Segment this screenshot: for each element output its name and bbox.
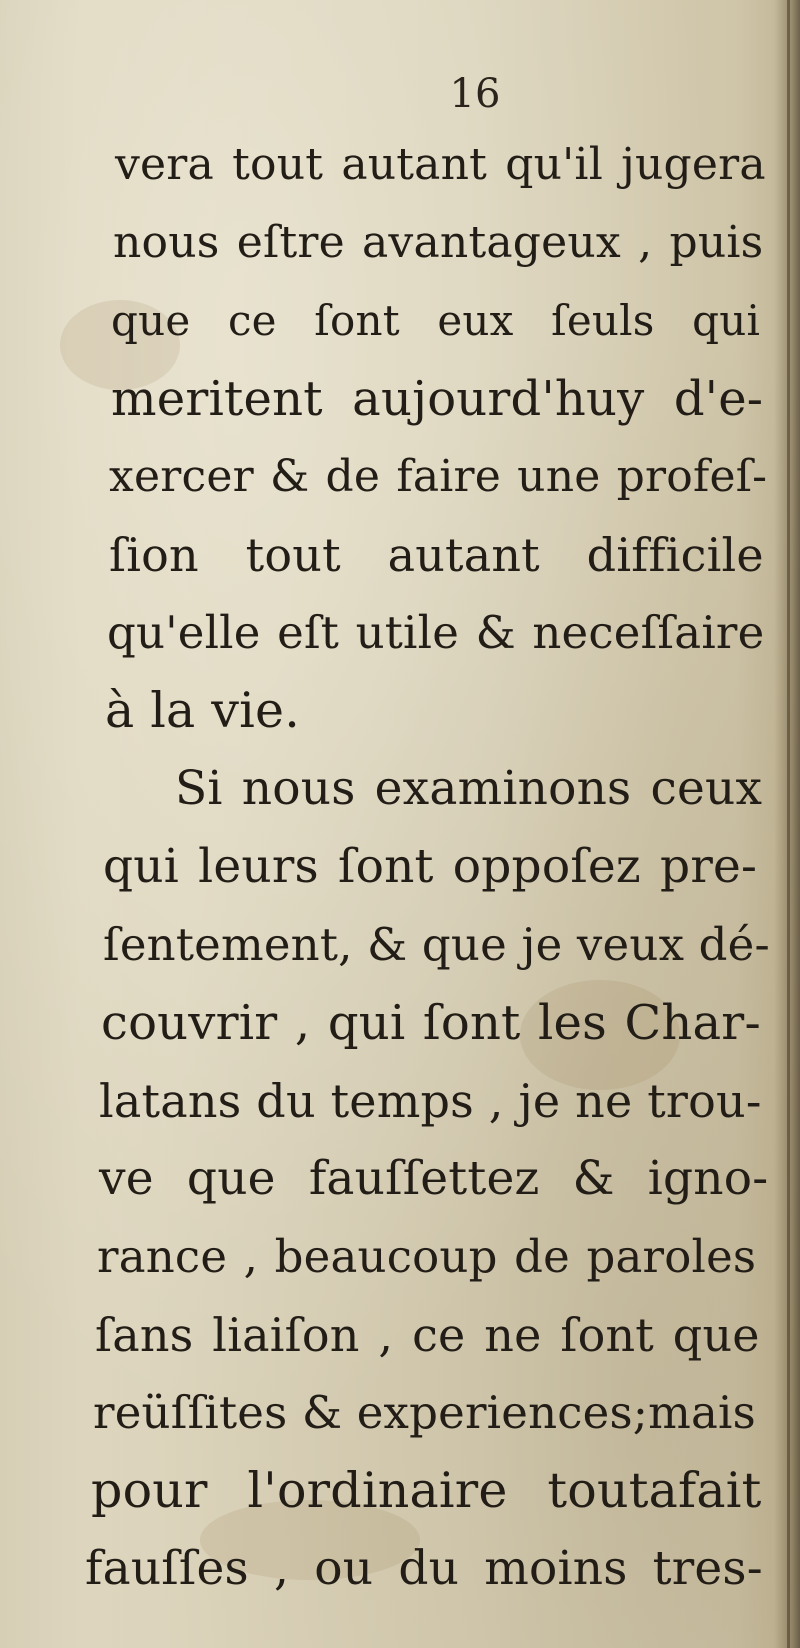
- text-line: rance , beaucoup de paroles: [97, 1230, 757, 1283]
- text-line: qu'elle eſt utile & neceſſaire: [107, 606, 765, 659]
- text-line: Si nous examinons ceux: [175, 761, 763, 816]
- text-line: ſans liaiſon , ce ne ſont que: [95, 1308, 760, 1362]
- text-line: nous eſtre avantageux , puis: [113, 217, 764, 268]
- text-line: couvrir , qui ſont les Char-: [101, 995, 761, 1051]
- text-line: meritent aujourd'huy d'e-: [111, 371, 764, 427]
- text-line: à la vie.: [105, 682, 300, 739]
- page-number: 16: [449, 71, 501, 117]
- text-line: ve que fauſſettez & igno-: [99, 1151, 769, 1206]
- text-line: pour l'ordinaire toutafait: [91, 1462, 762, 1519]
- spine-shadow: [774, 0, 800, 1648]
- text-line: ſentement, & que je veux dé-: [103, 918, 770, 971]
- text-line: que ce ſont eux ſeuls qui: [111, 296, 761, 345]
- text-line: reüſſites & experiences;mais: [93, 1386, 756, 1439]
- text-line: vera tout autant qu'il jugera: [115, 139, 766, 190]
- text-line: latans du temps , je ne trou-: [99, 1074, 762, 1128]
- text-line: ſion tout autant difficile: [109, 528, 764, 582]
- text-line: xercer & de faire une profeſ-: [109, 451, 768, 502]
- text-line: fauſſes , ou du moins tres-: [85, 1541, 763, 1596]
- text-line: qui leurs ſont oppoſez pre-: [103, 839, 758, 894]
